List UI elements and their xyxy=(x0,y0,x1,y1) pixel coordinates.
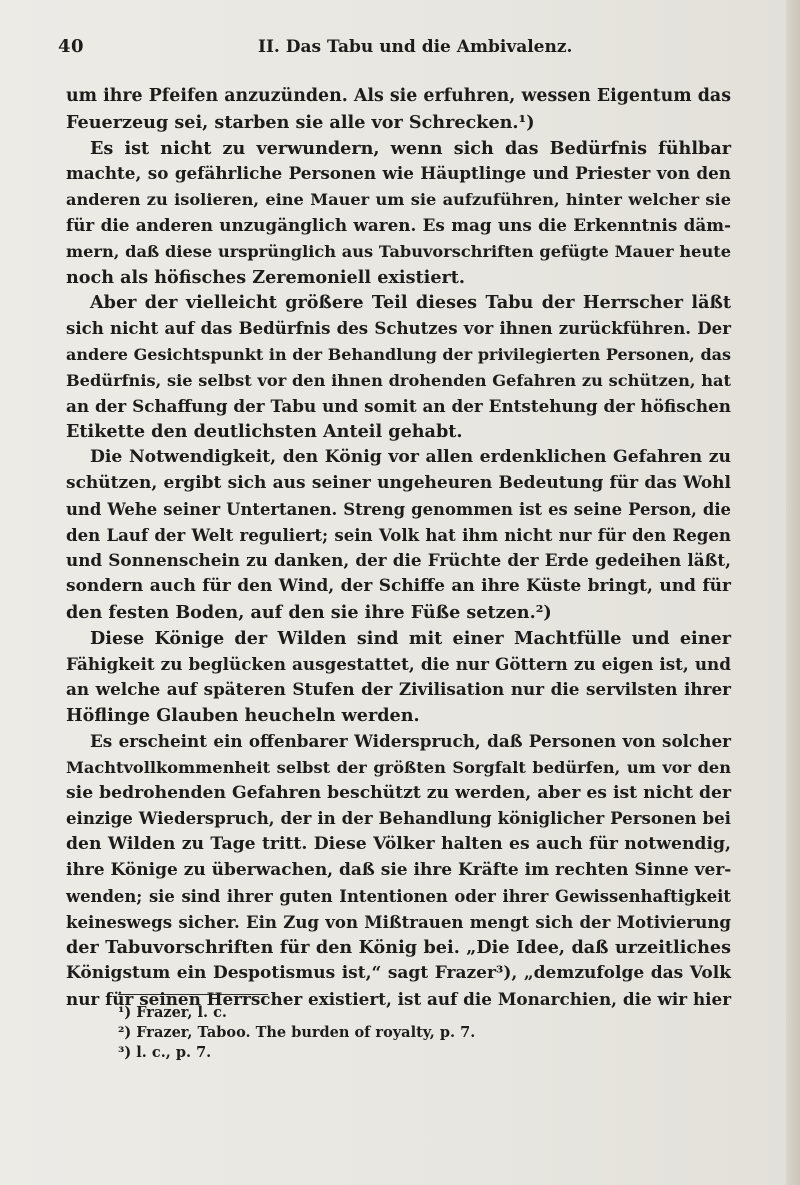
text-line: der Tabuvorschriften für den König bei. „Die Idee, daß urzeitliches xyxy=(66,937,731,959)
text-line: Fähigkeit zu beglücken ausgestattet, die nur Göttern zu eigen ist, und xyxy=(66,653,731,674)
text-line: sie bedrohenden Gefahren beschützt zu werden, aber es ist nicht der xyxy=(66,782,732,803)
running-head: II. Das Tabu und die Ambivalenz. xyxy=(258,37,573,57)
text-line: an der Schaffung der Tabu und somit an der Entstehung der höfischen xyxy=(66,395,731,416)
text-line: machte, so gefährliche Personen wie Häuptlinge und Priester von den xyxy=(66,163,731,184)
text-line: den Lauf der Welt reguliert; sein Volk hat ihm nicht nur für den Regen xyxy=(66,524,731,545)
text-line: Bedürfnis, sie selbst vor den ihnen drohenden Gefahren zu schützen, hat xyxy=(66,370,731,390)
page-header xyxy=(58,36,742,60)
footnote: ¹) Frazer, l. c. xyxy=(118,1004,227,1021)
text-line: und Wehe seiner Untertanen. Streng genommen ist es seine Person, die xyxy=(66,499,731,519)
text-line: mern, daß diese ursprünglich aus Tabuvorschriften gefügte Mauer heute xyxy=(66,241,731,261)
text-line: anderen zu isolieren, eine Mauer um sie aufzuführen, hinter welcher sie xyxy=(66,190,731,210)
text-line: sich nicht auf das Bedürfnis des Schutzes vor ihnen zurückführen. Der xyxy=(66,318,731,339)
text-line: Königstum ein Despotismus ist,“ sagt Frazer³), „demzufolge das Volk xyxy=(66,963,731,984)
footnote: ²) Frazer, Taboo. The burden of royalty, p. 7. xyxy=(118,1024,476,1041)
text-line: einzige Wiederspruch, der in der Behandlung königlicher Personen bei xyxy=(66,808,731,829)
text-line: Diese Könige der Wilden sind mit einer Machtfülle und einer xyxy=(90,627,731,649)
text-line: und Sonnenschein zu danken, der die Früchte der Erde gedeihen läßt, xyxy=(66,550,731,571)
text-line: den festen Boden, auf den sie ihre Füße setzen.²) xyxy=(66,601,552,623)
text-line: für die anderen unzugänglich waren. Es mag uns die Erkenntnis däm- xyxy=(66,214,731,235)
text-line: an welche auf späteren Stufen der Zivilisation nur die servilsten ihrer xyxy=(66,679,731,700)
text-line: Höflinge Glauben heucheln werden. xyxy=(66,705,420,727)
text-line: Etikette den deutlichsten Anteil gehabt. xyxy=(66,421,463,443)
body-text xyxy=(66,84,731,1013)
text-line: andere Gesichtspunkt in der Behandlung der privilegierten Personen, das xyxy=(66,344,731,364)
page-number: 40 xyxy=(58,36,85,57)
text-line: Es erscheint ein offenbarer Widerspruch, daß Personen von solcher xyxy=(90,730,731,751)
text-line: keineswegs sicher. Ein Zug von Mißtrauen mengt sich der Motivierung xyxy=(66,911,731,932)
page-edge xyxy=(786,0,800,1185)
text-line: sondern auch für den Wind, der Schiffe an ihre Küste bringt, und für xyxy=(66,576,731,597)
text-line: Es ist nicht zu verwundern, wenn sich das Bedürfnis fühlbar xyxy=(90,137,731,159)
text-line: ihre Könige zu überwachen, daß sie ihre Kräfte im rechten Sinne ver- xyxy=(66,859,732,880)
footnote: ³) l. c., p. 7. xyxy=(118,1044,212,1061)
text-line: nur für seinen Herrscher existiert, ist auf die Monarchien, die wir hier xyxy=(66,988,732,1009)
footnote-rule xyxy=(118,994,268,995)
text-line: Machtvollkommenheit selbst der größten Sorgfalt bedürfen, um vor den xyxy=(66,757,731,777)
text-line: Die Notwendigkeit, den König vor allen erdenklichen Gefahren zu xyxy=(90,447,731,468)
text-line: Aber der vielleicht größere Teil dieses Tabu der Herrscher läßt xyxy=(90,292,731,314)
text-line: wenden; sie sind ihrer guten Intentionen oder ihrer Gewissenhaftigkeit xyxy=(66,886,731,906)
footnotes xyxy=(118,1003,678,1063)
text-line: den Wilden zu Tage tritt. Diese Völker halten es auch für notwendig, xyxy=(66,834,731,855)
text-line: Feuerzeug sei, starben sie alle vor Schrecken.¹) xyxy=(66,111,535,133)
text-line: noch als höfisches Zeremoniell existiert. xyxy=(66,266,466,288)
text-line: um ihre Pfeifen anzuzünden. Als sie erfuhren, wessen Eigentum das xyxy=(66,86,731,106)
text-line: schützen, ergibt sich aus seiner ungeheuren Bedeutung für das Wohl xyxy=(66,472,731,493)
